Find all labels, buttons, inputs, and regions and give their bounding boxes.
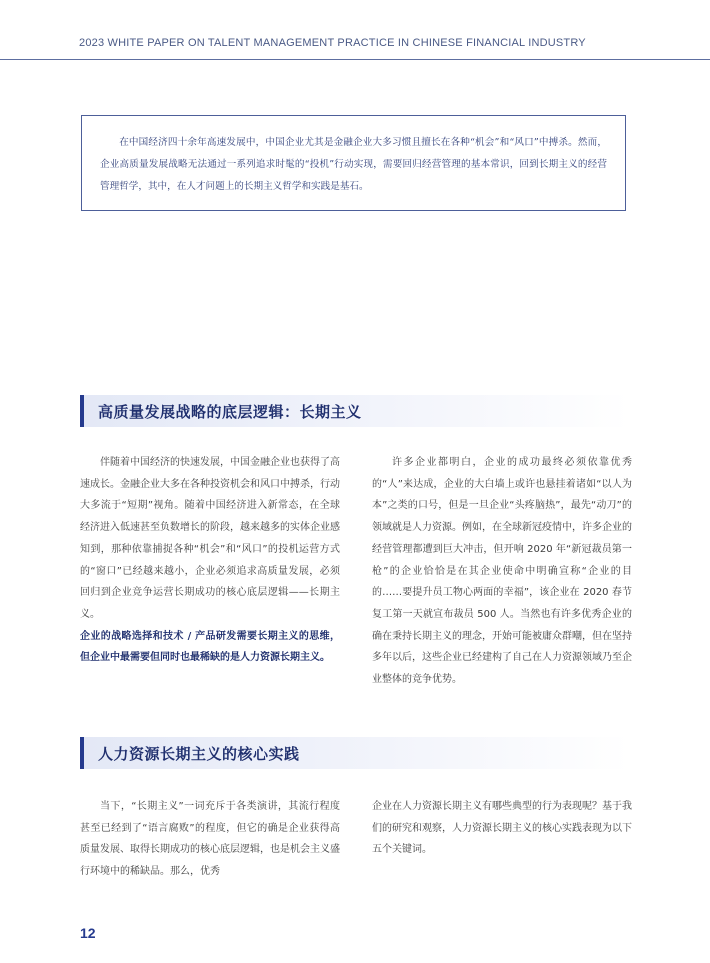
section-heading-core-practice — [80, 737, 630, 769]
section2-right-column — [372, 796, 632, 861]
body-paragraph: 企业在人力资源长期主义有哪些典型的行为表现呢？基于我们的研究和观察，人力资源长期主义的核心实践表现为以下五个关键词。 — [372, 801, 632, 856]
running-header: 2023 WHITE PAPER ON TALENT MANAGEMENT PRACTICE IN CHINESE FINANCIAL INDUSTRY — [79, 37, 586, 49]
abstract-box — [81, 115, 626, 211]
section1-right-column — [372, 452, 632, 691]
body-paragraph: 许多企业都明白，企业的成功最终必须依靠优秀的“人”来达成，企业的大白墙上或许也悬挂着诸如“以人为本”之类的口号，但是一旦企业“头疼脑热”，最先“动刀”的领域就是人力资源。例如，在全球新冠疫情中，许多企业的经营管理都遭到巨大冲击，但开响 2020 年“新冠裁员第一枪”的企业恰恰是在其企业使命中明确宣称“企业的目的……要提升员工物心两面的幸福”，该企业在 2020 春节复工第一天就宣布裁员 500 人。当然也有许多优秀企业的确在秉持长期主义的理念，开始可能被庸众群嘲，但在坚持多年以后，这些企业已经建构了自己在人力资源领域乃至企业整体的竞争优势。 — [372, 457, 632, 686]
section-title: 高质量发展战略的底层逻辑：长期主义 — [98, 403, 362, 421]
header-divider — [0, 59, 710, 60]
section-heading-long-termism — [80, 395, 630, 427]
body-paragraph: 伴随着中国经济的快速发展，中国金融企业也获得了高速成长。金融企业大多在各种投资机会和风口中搏杀，行动大多流于“短期”视角。随着中国经济进入新常态，在全球经济进入低速甚至负数增长的阶段，越来越多的实体企业感知到，那种依靠捕捉各种“机会”和“风口”的投机运营方式的“窗口”已经越来越小，企业必须追求高质量发展，必须回归到企业竞争运营长期成功的核心底层逻辑——长期主义。 — [80, 457, 340, 620]
heading-accent-bar — [80, 395, 84, 427]
emphasis-paragraph: 企业的战略选择和技术 / 产品研发需要长期主义的思维，但企业中最需要但同时也最稀缺的是人力资源长期主义。 — [80, 630, 340, 664]
section1-left-column — [80, 452, 340, 669]
abstract-text: 在中国经济四十余年高速发展中，中国企业尤其是金融企业大多习惯且擅长在各种“机会”和“风口”中搏杀。然而，企业高质量发展战略无法通过一系列追求时髦的“投机”行动实现，需要回归经营管理的基本常识，回到长期主义的经营管理哲学，其中，在人才问题上的长期主义哲学和实践是基石。 — [100, 137, 607, 192]
heading-accent-bar — [80, 737, 84, 769]
page-number: 12 — [80, 925, 96, 941]
section2-left-column — [80, 796, 340, 883]
body-paragraph: 当下，“长期主义”一词充斥于各类演讲，其流行程度甚至已经到了“语言腐败”的程度，但它的确是企业获得高质量发展、取得长期成功的核心底层逻辑，也是机会主义盛行环境中的稀缺品。那么，优秀 — [80, 801, 340, 878]
section-title: 人力资源长期主义的核心实践 — [98, 745, 300, 763]
